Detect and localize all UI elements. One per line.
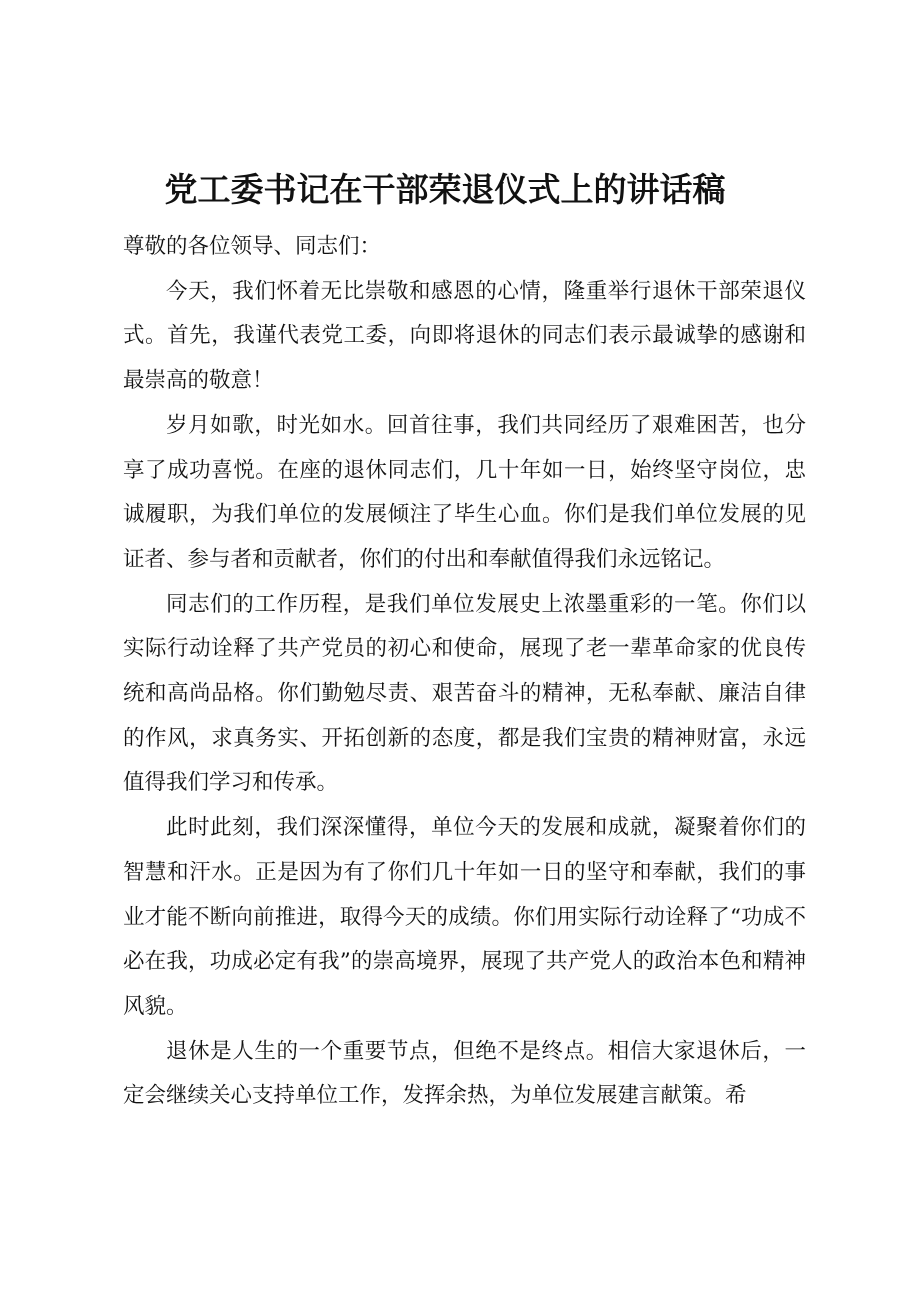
salutation: 尊敬的各位领导、同志们： <box>123 234 382 259</box>
document-body <box>123 225 806 1119</box>
paragraph-5: 退休是人生的一个重要节点，但绝不是终点。相信大家退休后，一定会继续关心支持单位工作，发挥余热，为单位发展建言献策。希 <box>123 1038 806 1109</box>
document-title: 党工委书记在干部荣退仪式上的讲话稿 <box>164 170 726 209</box>
paragraph-2: 岁月如歌，时光如水。回首往事，我们共同经历了艰难困苦，也分享了成功喜悦。在座的退休同志们，几十年如一日，始终坚守岗位，忠诚履职，为我们单位的发展倾注了毕生心血。你们是我们单位发展的见证者、参与者和贡献者，你们的付出和奉献值得我们永远铭记。 <box>123 412 806 572</box>
paragraph-4: 此时此刻，我们深深懂得，单位今天的发展和成就，凝聚着你们的智慧和汗水。正是因为有了你们几十年如一日的坚守和奉献，我们的事业才能不断向前推进，取得今天的成绩。你们用实际行动诠释了“功成不必在我，功成必定有我”的崇高境界，展现了共产党人的政治本色和精神风貌。 <box>123 815 806 1019</box>
paragraph-1: 今天，我们怀着无比崇敬和感恩的心情，隆重举行退休干部荣退仪式。首先，我谨代表党工委，向即将退休的同志们表示最诚挚的感谢和最崇高的敬意！ <box>123 278 806 394</box>
paragraph-3: 同志们的工作历程，是我们单位发展史上浓墨重彩的一笔。你们以实际行动诠释了共产党员的初心和使命，展现了老一辈革命家的优良传统和高尚品格。你们勤勉尽责、艰苦奋斗的精神，无私奉献、廉洁自律的作风，求真务实、开拓创新的态度，都是我们宝贵的精神财富，永远值得我们学习和传承。 <box>123 591 806 796</box>
